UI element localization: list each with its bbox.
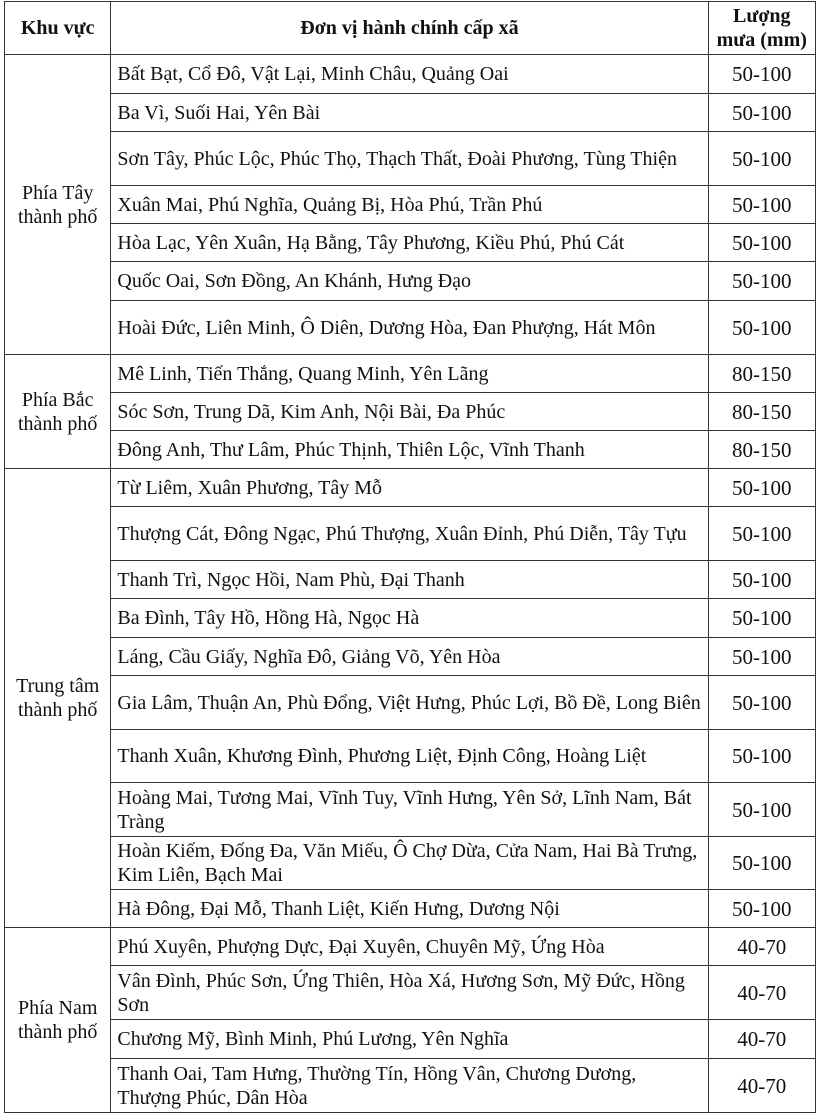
table-row	[5, 224, 816, 262]
wards-cell: Xuân Mai, Phú Nghĩa, Quảng Bị, Hòa Phú, Trần Phú	[111, 186, 708, 224]
rainfall-cell: 50-100	[708, 507, 815, 561]
wards-cell: Hoàng Mai, Tương Mai, Vĩnh Tuy, Vĩnh Hưng, Yên Sở, Lĩnh Nam, Bát Tràng	[111, 783, 708, 837]
table-row	[5, 928, 816, 966]
table-row	[5, 262, 816, 301]
rainfall-cell: 50-100	[708, 730, 815, 783]
wards-cell: Ba Vì, Suối Hai, Yên Bài	[111, 94, 708, 132]
table-row	[5, 355, 816, 393]
table-row	[5, 431, 816, 469]
header-row	[5, 2, 816, 55]
region-cell: Phía Bắc thành phố	[5, 355, 111, 469]
rainfall-cell: 50-100	[708, 469, 815, 507]
table-row	[5, 301, 816, 355]
table-row	[5, 469, 816, 507]
rainfall-cell: 80-150	[708, 431, 815, 469]
wards-cell: Láng, Cầu Giấy, Nghĩa Đô, Giảng Võ, Yên Hòa	[111, 638, 708, 676]
table-row	[5, 1020, 816, 1059]
rainfall-cell: 50-100	[708, 561, 815, 599]
rainfall-cell: 50-100	[708, 638, 815, 676]
rainfall-cell: 40-70	[708, 966, 815, 1020]
rainfall-cell: 50-100	[708, 599, 815, 638]
wards-cell: Hoài Đức, Liên Minh, Ô Diên, Dương Hòa, Đan Phượng, Hát Môn	[111, 301, 708, 355]
header-region: Khu vực	[5, 2, 111, 55]
wards-cell: Thanh Trì, Ngọc Hồi, Nam Phù, Đại Thanh	[111, 561, 708, 599]
rainfall-cell: 50-100	[708, 186, 815, 224]
region-cell: Phía Nam thành phố	[5, 928, 111, 1113]
rainfall-cell: 50-100	[708, 301, 815, 355]
wards-cell: Quốc Oai, Sơn Đồng, An Khánh, Hưng Đạo	[111, 262, 708, 301]
wards-cell: Gia Lâm, Thuận An, Phù Đổng, Việt Hưng, Phúc Lợi, Bồ Đề, Long Biên	[111, 676, 708, 730]
wards-cell: Hòa Lạc, Yên Xuân, Hạ Bằng, Tây Phương, Kiều Phú, Phú Cát	[111, 224, 708, 262]
wards-cell: Từ Liêm, Xuân Phương, Tây Mỗ	[111, 469, 708, 507]
table-row	[5, 599, 816, 638]
table-row	[5, 676, 816, 730]
wards-cell: Sóc Sơn, Trung Dã, Kim Anh, Nội Bài, Đa Phúc	[111, 393, 708, 431]
table-row	[5, 730, 816, 783]
rainfall-cell: 50-100	[708, 890, 815, 928]
table-row	[5, 890, 816, 928]
region-cell: Trung tâm thành phố	[5, 469, 111, 928]
rainfall-cell: 80-150	[708, 355, 815, 393]
table-row	[5, 638, 816, 676]
rainfall-cell: 80-150	[708, 393, 815, 431]
table-row	[5, 186, 816, 224]
wards-cell: Sơn Tây, Phúc Lộc, Phúc Thọ, Thạch Thất, Đoài Phương, Tùng Thiện	[111, 132, 708, 186]
rainfall-cell: 50-100	[708, 94, 815, 132]
wards-cell: Đông Anh, Thư Lâm, Phúc Thịnh, Thiên Lộc, Vĩnh Thanh	[111, 431, 708, 469]
table-row	[5, 132, 816, 186]
wards-cell: Ba Đình, Tây Hồ, Hồng Hà, Ngọc Hà	[111, 599, 708, 638]
rainfall-cell: 50-100	[708, 837, 815, 890]
rainfall-cell: 50-100	[708, 783, 815, 837]
header-wards: Đơn vị hành chính cấp xã	[111, 2, 708, 55]
table-row	[5, 837, 816, 890]
wards-cell: Thượng Cát, Đông Ngạc, Phú Thượng, Xuân Đỉnh, Phú Diễn, Tây Tựu	[111, 507, 708, 561]
table-row	[5, 55, 816, 94]
wards-cell: Thanh Oai, Tam Hưng, Thường Tín, Hồng Vân, Chương Dương, Thượng Phúc, Dân Hòa	[111, 1059, 708, 1113]
wards-cell: Mê Linh, Tiến Thắng, Quang Minh, Yên Lãng	[111, 355, 708, 393]
wards-cell: Bất Bạt, Cổ Đô, Vật Lại, Minh Châu, Quảng Oai	[111, 55, 708, 94]
rainfall-cell: 40-70	[708, 1020, 815, 1059]
wards-cell: Chương Mỹ, Bình Minh, Phú Lương, Yên Nghĩa	[111, 1020, 708, 1059]
rainfall-cell: 50-100	[708, 224, 815, 262]
wards-cell: Hoàn Kiếm, Đống Đa, Văn Miếu, Ô Chợ Dừa, Cửa Nam, Hai Bà Trưng, Kim Liên, Bạch Mai	[111, 837, 708, 890]
wards-cell: Thanh Xuân, Khương Đình, Phương Liệt, Định Công, Hoàng Liệt	[111, 730, 708, 783]
rainfall-cell: 50-100	[708, 55, 815, 94]
table-row	[5, 507, 816, 561]
rainfall-table	[4, 1, 816, 1113]
table-row	[5, 783, 816, 837]
header-amount: Lượng mưa (mm)	[708, 2, 815, 55]
wards-cell: Vân Đình, Phúc Sơn, Ứng Thiên, Hòa Xá, Hương Sơn, Mỹ Đức, Hồng Sơn	[111, 966, 708, 1020]
table-row	[5, 393, 816, 431]
region-cell: Phía Tây thành phố	[5, 55, 111, 355]
rainfall-cell: 40-70	[708, 1059, 815, 1113]
rainfall-cell: 50-100	[708, 262, 815, 301]
table-body	[5, 55, 816, 1113]
rainfall-cell: 50-100	[708, 676, 815, 730]
rainfall-cell: 50-100	[708, 132, 815, 186]
wards-cell: Hà Đông, Đại Mỗ, Thanh Liệt, Kiến Hưng, Dương Nội	[111, 890, 708, 928]
wards-cell: Phú Xuyên, Phượng Dực, Đại Xuyên, Chuyên Mỹ, Ứng Hòa	[111, 928, 708, 966]
table-row	[5, 1059, 816, 1113]
table-row	[5, 94, 816, 132]
table-row	[5, 966, 816, 1020]
rainfall-cell: 40-70	[708, 928, 815, 966]
table-row	[5, 561, 816, 599]
